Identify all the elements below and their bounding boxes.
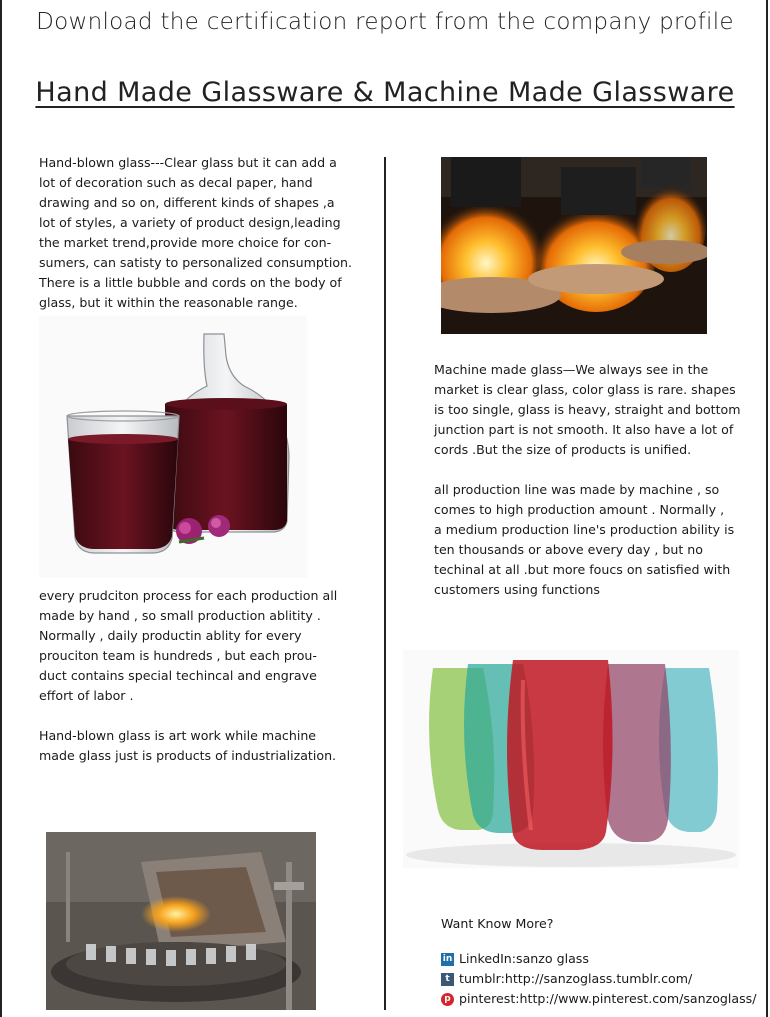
machine-flame-illustration — [441, 157, 707, 334]
pinterest-icon: p — [441, 993, 454, 1006]
linkedin-icon: in — [442, 954, 453, 964]
machine-production-text: all production line was made by machine , so comes to high production amount . Normally , a medium production line's production ability is ten thousands or above every day , but no techinal at all .but more foucs on satisfied with customers using functions — [434, 482, 735, 597]
page-title-text: Hand Made Glassware & Machine Made Glassware — [35, 77, 735, 108]
pinterest-link-text: pinterest:http://www.pinterest.com/sanzoglass/ — [459, 991, 757, 1006]
colored-glasses-illustration — [403, 650, 739, 868]
conclusion-text: Hand-blown glass is art work while machine made glass just is products of industrialization. — [39, 728, 337, 763]
machine-flame-photo — [441, 157, 707, 334]
pinterest-link[interactable] — [441, 989, 756, 1009]
colored-glasses-photo — [403, 650, 739, 868]
machine-made-text: Machine made glass—We always see in the market is clear glass, color glass is rare. shapes is too single, glass is heavy, straight and bottom junction part is not smooth. It also have a lot of cords .But the size of products is unified. — [434, 362, 741, 457]
hand-blown-intro-text: Hand-blown glass---Clear glass but it can add a lot of decoration such as decal paper, hand drawing and so on, different kinds of shapes ,a lot of styles, a variety of product design,leading the market trend,provide more choice for con- sumers, can satisty to personalized consumption. There is a little bubble and cords on the body of glass, but it within the reasonable range. — [39, 155, 353, 310]
wine-glass-carafe-photo — [39, 316, 307, 578]
factory-machine-photo — [46, 832, 316, 1010]
certification-note: Download the certification report from the company profile — [36, 9, 734, 35]
page-title — [0, 77, 770, 108]
tumblr-link[interactable] — [441, 969, 692, 989]
hand-production-text: every prudciton process for each production all made by hand , so small production ablitity . Normally , daily productin ablity for every prouciton team is hundreds , but each prou- duct contains special techincal and engrave effort of labor . — [39, 588, 338, 703]
linkedin-link-text: LinkedIn:sanzo glass — [459, 951, 589, 966]
column-divider — [384, 157, 386, 1010]
want-know-more-heading: Want Know More? — [441, 916, 554, 931]
tumblr-link-text: tumblr:http://sanzoglass.tumblr.com/ — [459, 971, 693, 986]
linkedin-link[interactable] — [441, 949, 589, 969]
tumblr-icon: t — [441, 973, 454, 986]
wine-glass-carafe-illustration — [39, 316, 307, 578]
factory-machine-illustration — [46, 832, 316, 1010]
